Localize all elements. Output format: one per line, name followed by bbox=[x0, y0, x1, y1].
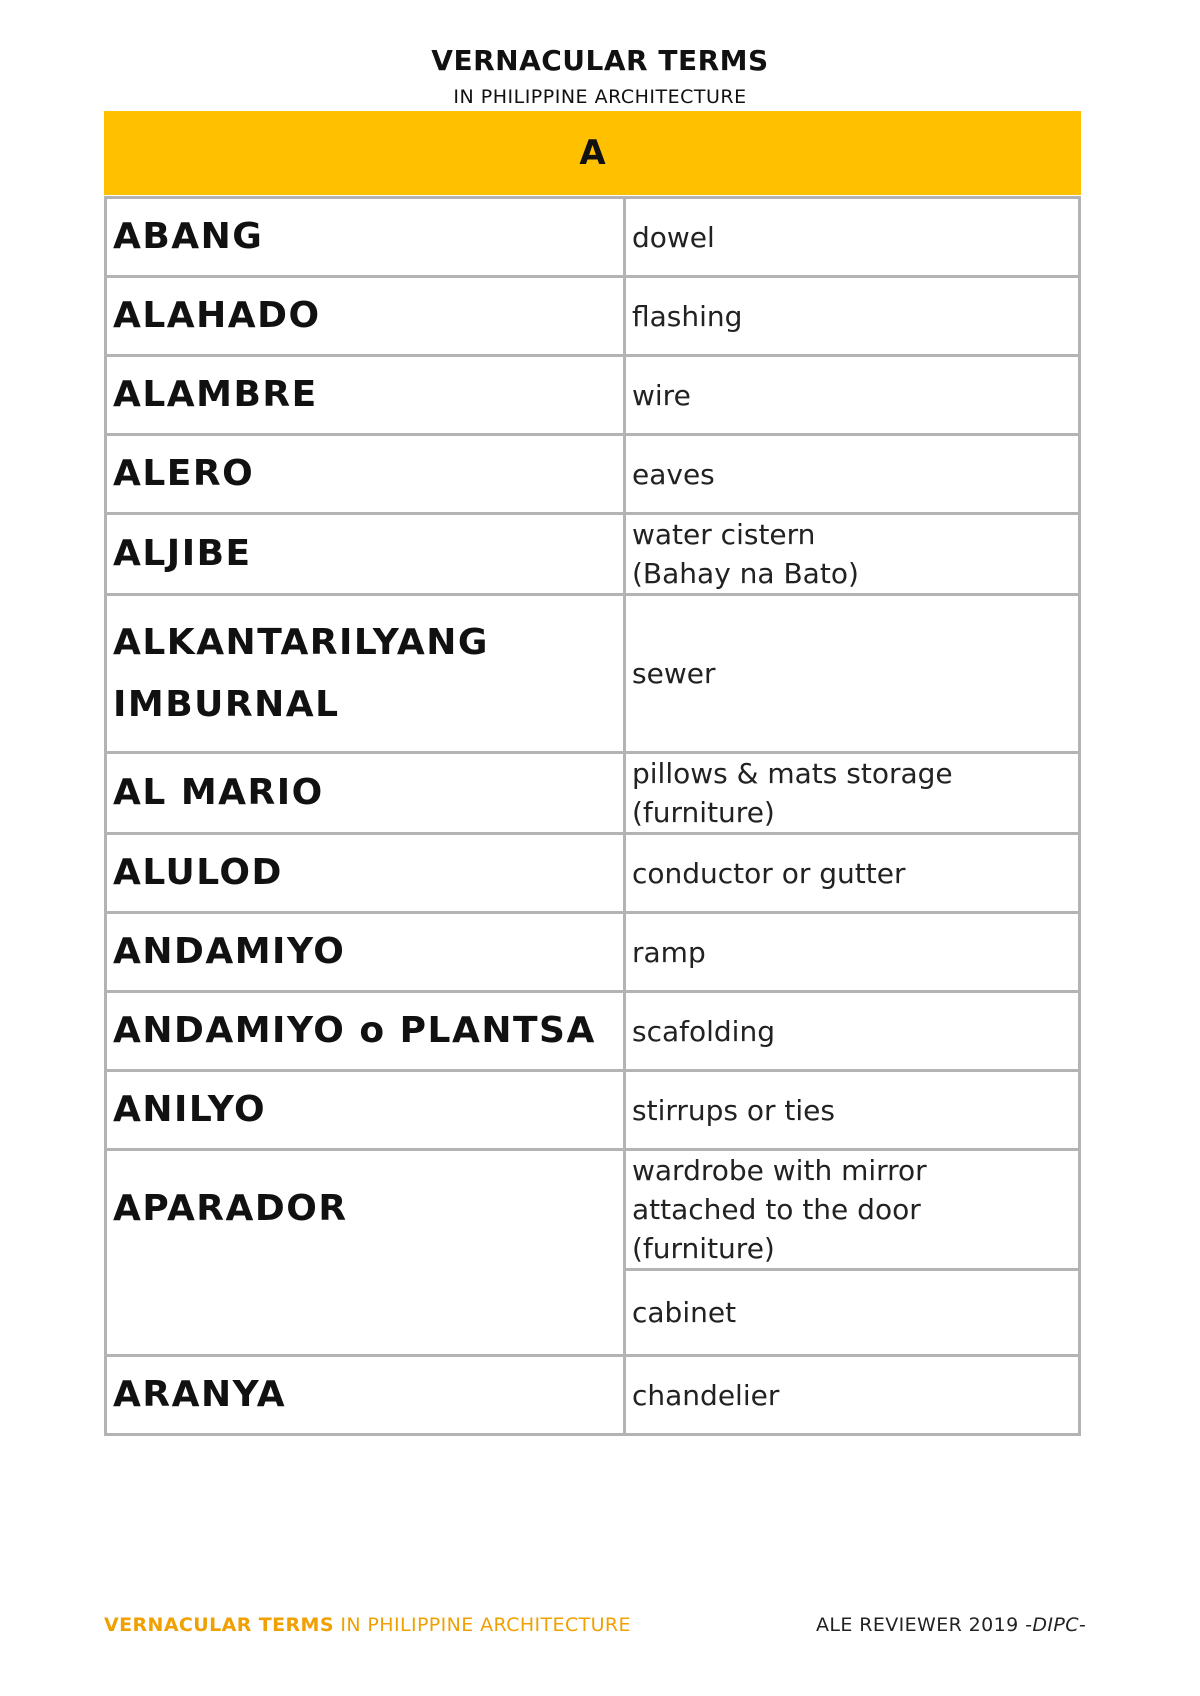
definition-cell: ramp bbox=[625, 913, 1080, 992]
definition-line: (Bahay na Bato) bbox=[632, 557, 859, 590]
term-line: ALKANTARILYANG bbox=[113, 621, 489, 663]
table-row bbox=[106, 356, 1080, 435]
table-row bbox=[106, 992, 1080, 1071]
term-cell: ALAHADO bbox=[106, 277, 625, 356]
table-row bbox=[106, 277, 1080, 356]
definition-line: wardrobe with mirror bbox=[632, 1154, 927, 1187]
terms-table bbox=[104, 196, 1081, 1436]
table-row bbox=[106, 435, 1080, 514]
page-title: VERNACULAR TERMS bbox=[431, 44, 769, 77]
definition-cell: flashing bbox=[625, 277, 1080, 356]
footer-left-bold: VERNACULAR TERMS bbox=[104, 1614, 334, 1636]
definition-cell: cabinet bbox=[625, 1270, 1080, 1356]
table-row bbox=[106, 595, 1080, 753]
term-cell: APARADOR bbox=[106, 1150, 625, 1356]
term-cell bbox=[106, 595, 625, 753]
table-row bbox=[106, 834, 1080, 913]
table-row bbox=[106, 1356, 1080, 1435]
table-row bbox=[106, 1150, 1080, 1270]
section-letter: A bbox=[579, 133, 606, 173]
term-cell: AL MARIO bbox=[106, 753, 625, 834]
definition-cell: sewer bbox=[625, 595, 1080, 753]
term-line: IMBURNAL bbox=[113, 683, 340, 725]
table-row bbox=[106, 514, 1080, 595]
definition-cell bbox=[625, 1150, 1080, 1270]
term-cell: ANDAMIYO o PLANTSA bbox=[106, 992, 625, 1071]
definition-line: (furniture) bbox=[632, 796, 775, 829]
definition-cell: conductor or gutter bbox=[625, 834, 1080, 913]
section-letter-band bbox=[104, 111, 1081, 195]
definition-cell: chandelier bbox=[625, 1356, 1080, 1435]
footer-right bbox=[816, 1614, 1086, 1636]
table-row bbox=[106, 198, 1080, 277]
term-cell: ANILYO bbox=[106, 1071, 625, 1150]
definition-cell: wire bbox=[625, 356, 1080, 435]
table-row bbox=[106, 753, 1080, 834]
definition-cell: dowel bbox=[625, 198, 1080, 277]
term-cell: ALAMBRE bbox=[106, 356, 625, 435]
table-row bbox=[106, 1071, 1080, 1150]
term-cell: ABANG bbox=[106, 198, 625, 277]
footer-right-italic: -DIPC- bbox=[1025, 1614, 1087, 1636]
term-cell: ALULOD bbox=[106, 834, 625, 913]
definition-line: pillows & mats storage bbox=[632, 757, 953, 790]
definition-line: water cistern bbox=[632, 518, 816, 551]
definition-cell: scafolding bbox=[625, 992, 1080, 1071]
table-row bbox=[106, 913, 1080, 992]
footer-right-text: ALE REVIEWER 2019 bbox=[816, 1614, 1026, 1636]
definition-cell: eaves bbox=[625, 435, 1080, 514]
term-cell: ANDAMIYO bbox=[106, 913, 625, 992]
page-subtitle: IN PHILIPPINE ARCHITECTURE bbox=[453, 86, 747, 108]
term-cell: ALERO bbox=[106, 435, 625, 514]
definition-cell: stirrups or ties bbox=[625, 1071, 1080, 1150]
term-cell: ARANYA bbox=[106, 1356, 625, 1435]
definition-cell bbox=[625, 753, 1080, 834]
definition-line: (furniture) bbox=[632, 1232, 775, 1265]
definition-line: attached to the door bbox=[632, 1193, 921, 1226]
definition-cell bbox=[625, 514, 1080, 595]
footer-left-rest: IN PHILIPPINE ARCHITECTURE bbox=[333, 1614, 631, 1636]
footer-left bbox=[104, 1614, 631, 1636]
term-cell: ALJIBE bbox=[106, 514, 625, 595]
